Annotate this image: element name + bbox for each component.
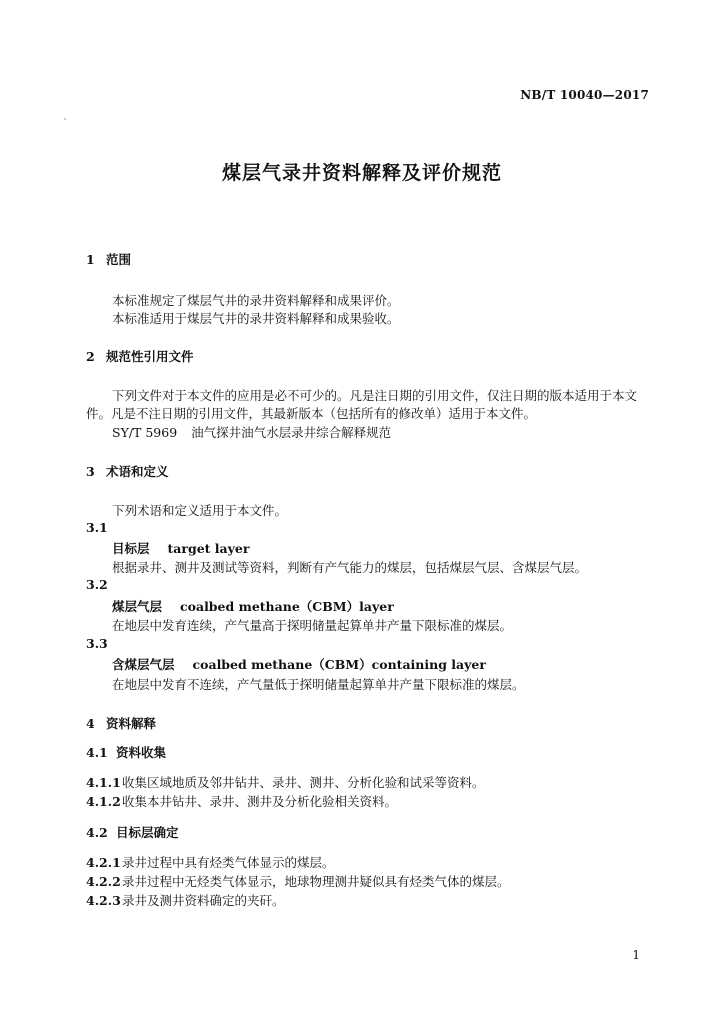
- clause-item: [86, 872, 510, 890]
- clause-number: 4.1.1: [86, 775, 121, 790]
- subsection-4-2-heading: [86, 823, 179, 841]
- term-definition: 根据录井、测井及测试等资料，判断有产气能力的煤层，包括煤层气层、含煤层气层。: [112, 560, 588, 575]
- clause-item: [86, 792, 397, 810]
- subsection-number: 4.1: [86, 745, 108, 760]
- clause-text: 录井及测井资料确定的夹矸。: [122, 893, 285, 908]
- standard-code: NB/T 10040—2017: [520, 88, 649, 102]
- reference-title: 油气探井油气水层录井综合解释规范: [191, 425, 392, 440]
- section-1-heading: [86, 250, 131, 268]
- term-heading: [112, 597, 394, 615]
- term-zh: 煤层气层: [112, 599, 163, 614]
- clause-text: 收集本井钻井、录井、测井及分析化验相关资料。: [122, 794, 398, 809]
- clause-text: 录井过程中具有烃类气体显示的煤层。: [122, 855, 335, 870]
- clause-text: 录井过程中无烃类气体显示，地球物理测井疑似具有烃类气体的煤层。: [122, 874, 510, 889]
- section-2-heading: [86, 347, 194, 365]
- section-3-heading: [86, 462, 169, 480]
- paragraph: 本标准规定了煤层气井的录井资料解释和成果评价。: [112, 293, 400, 308]
- term-number: 3.1: [86, 520, 108, 535]
- paragraph: 本标准适用于煤层气井的录井资料解释和成果验收。: [112, 311, 400, 326]
- clause-item: [86, 773, 485, 791]
- term-number: 3.3: [86, 636, 108, 651]
- clause-item: [86, 853, 335, 871]
- section-title: 术语和定义: [106, 464, 169, 479]
- section-number: 1: [86, 252, 95, 267]
- term-heading: [112, 655, 486, 673]
- clause-text: 收集区域地质及邻井钻井、录井、测井、分析化验和试采等资料。: [122, 775, 485, 790]
- section-number: 3: [86, 464, 95, 479]
- paragraph: 下列文件对于本文件的应用是必不可少的。凡是注日期的引用文件，仅注日期的版本适用于本文: [112, 388, 638, 403]
- clause-number: 4.2.1: [86, 855, 121, 870]
- section-number: 2: [86, 349, 95, 364]
- page-number: 1: [632, 948, 640, 962]
- section-title: 规范性引用文件: [106, 349, 194, 364]
- document-title: 煤层气录井资料解释及评价规范: [221, 162, 502, 184]
- reference-code: SY/T 5969: [112, 425, 178, 440]
- clause-number: 4.2.2: [86, 874, 121, 889]
- section-number: 4: [86, 716, 95, 731]
- subsection-number: 4.2: [86, 825, 108, 840]
- clause-number: 4.1.2: [86, 794, 121, 809]
- term-definition: 在地层中发育不连续，产气量低于探明储量起算单井产量下限标准的煤层。: [112, 677, 525, 692]
- scan-speck: [64, 118, 66, 120]
- term-heading: [112, 539, 249, 557]
- paragraph: 件。凡是不注日期的引用文件，其最新版本（包括所有的修改单）适用于本文件。: [86, 406, 537, 421]
- subsection-title: 资料收集: [116, 745, 167, 760]
- term-zh: 含煤层气层: [112, 657, 175, 672]
- clause-item: [86, 891, 285, 909]
- subsection-title: 目标层确定: [116, 825, 179, 840]
- term-en: coalbed methane（CBM）containing layer: [192, 657, 486, 672]
- subsection-4-1-heading: [86, 743, 166, 761]
- term-number: 3.2: [86, 577, 108, 592]
- reference-item: [112, 423, 391, 441]
- term-en: coalbed methane（CBM）layer: [180, 599, 394, 614]
- term-definition: 在地层中发育连续，产气量高于探明储量起算单井产量下限标准的煤层。: [112, 618, 513, 633]
- section-title: 范围: [106, 252, 132, 267]
- term-zh: 目标层: [112, 541, 150, 556]
- paragraph: 下列术语和定义适用于本文件。: [112, 503, 288, 518]
- clause-number: 4.2.3: [86, 893, 121, 908]
- term-en: target layer: [167, 541, 250, 556]
- section-4-heading: [86, 714, 156, 732]
- section-title: 资料解释: [106, 716, 157, 731]
